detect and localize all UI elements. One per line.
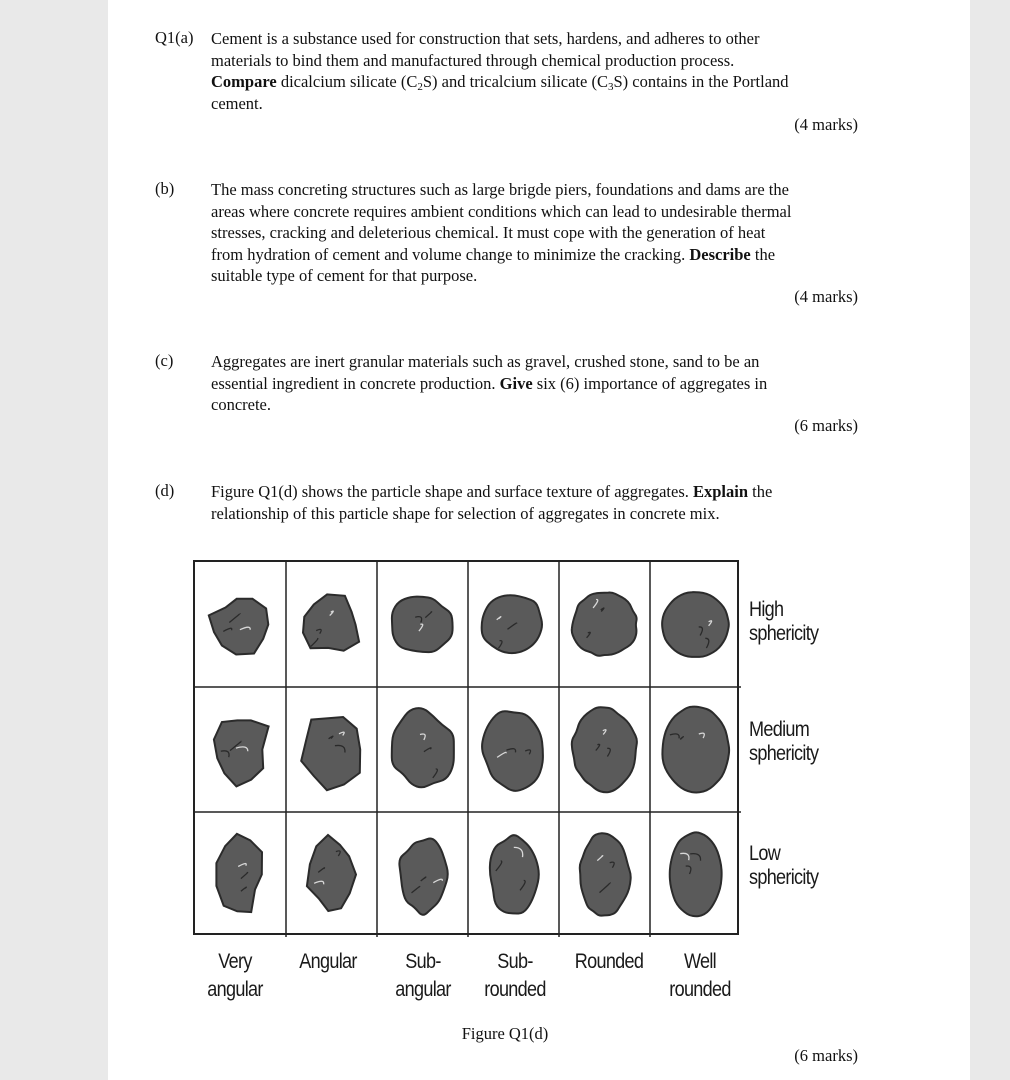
aggregate-particle	[392, 597, 453, 653]
aggregate-particle	[662, 707, 729, 793]
col-label-sub-rounded: Sub- rounded	[484, 950, 546, 1001]
particle-shape-figure	[193, 560, 739, 935]
q1a-label: Q1(a)	[155, 28, 194, 47]
aggregate-particle	[392, 708, 454, 787]
q1a-marks: (4 marks)	[794, 115, 858, 134]
aggregate-particle	[209, 599, 268, 655]
q1b-marks: (4 marks)	[794, 287, 858, 306]
aggregate-particle	[662, 592, 729, 657]
aggregate-particle	[301, 717, 360, 790]
aggregate-particle	[572, 707, 637, 792]
col-label-rounded: Rounded	[574, 950, 644, 973]
q1c-label: (c)	[155, 351, 174, 370]
aggregate-particle	[482, 595, 542, 653]
col-label-angular: Angular	[299, 950, 357, 973]
aggregate-particle	[216, 834, 262, 912]
q1d-marks: (6 marks)	[794, 1046, 858, 1065]
aggregate-particle	[303, 594, 359, 650]
aggregate-particle	[490, 835, 539, 913]
q1d-label: (d)	[155, 481, 175, 500]
aggregate-particle	[670, 832, 722, 916]
aggregate-particle	[580, 833, 631, 915]
col-label-sub-angular: Sub- angular	[395, 950, 451, 1001]
particle-grid-svg	[195, 562, 741, 937]
row-label-high-sphericity: High sphericity	[749, 598, 819, 645]
col-label-very-angular: Very angular	[207, 950, 263, 1001]
row-label-low-sphericity: Low sphericity	[749, 842, 819, 889]
q1c-text: Aggregates are inert granular materials such as gravel, crushed stone, sand to be an essential ingredient in concrete production. Give six (6) importance of aggregates in concrete.	[211, 352, 768, 414]
aggregate-particle	[307, 835, 356, 911]
q1c-marks: (6 marks)	[794, 416, 858, 435]
row-label-medium-sphericity: Medium sphericity	[749, 718, 819, 765]
q1b-label: (b)	[155, 179, 175, 198]
aggregate-particle	[572, 593, 637, 656]
aggregate-particle	[399, 838, 447, 914]
aggregate-particle	[482, 711, 543, 791]
aggregate-particle	[214, 720, 269, 786]
q1d-text: Figure Q1(d) shows the particle shape and surface texture of aggregates. Explain the relationship of this particle shape for selection of aggregates in concrete mix.	[211, 482, 773, 523]
figure-caption: Figure Q1(d)	[461, 1024, 549, 1043]
q1b-text: The mass concreting structures such as large brigde piers, foundations and dams are the areas where concrete requires ambient conditions which can lead to undesirable thermal stresses, cracking and deleterious chemical. It must cope with the generation of heat from hydration of cement and volume change to minimize the cracking. Describe the suitable type of cement for that purpose.	[211, 180, 792, 285]
q1a-text: Cement is a substance used for construction that sets, hardens, and adheres to other materials to bind them and manufactured through chemical production process. Compare dicalcium silicate $(C_2S)$ and tricalcium silicate $(C_3S)$ contains in the Portland cement.	[211, 29, 789, 113]
col-label-well-rounded: Well rounded	[669, 950, 731, 1001]
